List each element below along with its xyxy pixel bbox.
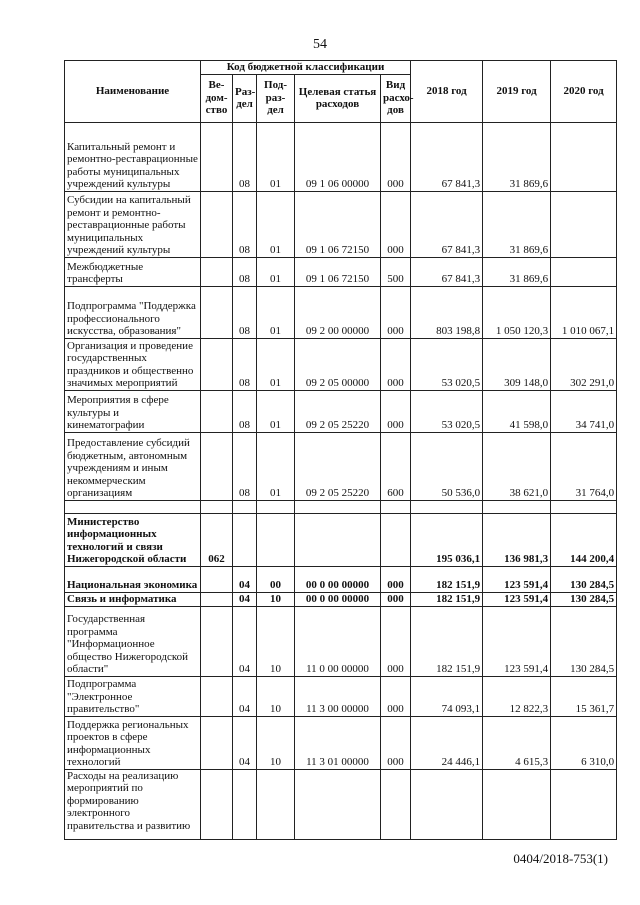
row-vedom bbox=[201, 191, 233, 257]
row-2019: 309 148,0 bbox=[483, 338, 551, 390]
row-vid bbox=[381, 769, 411, 839]
row-name: Мероприятия в сфере культуры и кинематографии bbox=[65, 390, 201, 432]
row-tselevaya: 00 0 00 00000 bbox=[295, 566, 381, 592]
row-podrazdel: 01 bbox=[257, 432, 295, 500]
row-2019: 1 050 120,3 bbox=[483, 286, 551, 338]
row-podrazdel: 01 bbox=[257, 122, 295, 191]
row-name: Расходы на реализацию мероприятий по формированию электронного правительства и развитию bbox=[65, 769, 201, 839]
header-kbk: Код бюджетной классификации bbox=[201, 61, 411, 75]
row-name: Капитальный ремонт и ремонтно-реставрационные работы муниципальных учреждений культуры bbox=[65, 122, 201, 191]
row-2019: 123 591,4 bbox=[483, 606, 551, 676]
footer-code: 0404/2018-753(1) bbox=[513, 851, 608, 866]
header-podrazdel: Под-раз-дел bbox=[257, 74, 295, 122]
row-razdel: 08 bbox=[233, 338, 257, 390]
row-tselevaya: 09 1 06 72150 bbox=[295, 191, 381, 257]
row-name: Национальная экономика bbox=[65, 566, 201, 592]
row-vid: 000 bbox=[381, 566, 411, 592]
row-tselevaya bbox=[295, 513, 381, 566]
row-tselevaya: 11 3 00 00000 bbox=[295, 676, 381, 716]
row-2019: 31 869,6 bbox=[483, 191, 551, 257]
row-razdel: 04 bbox=[233, 566, 257, 592]
table-row bbox=[65, 716, 617, 769]
row-vedom bbox=[201, 286, 233, 338]
row-razdel: 04 bbox=[233, 592, 257, 606]
row-vedom bbox=[201, 716, 233, 769]
row-podrazdel: 01 bbox=[257, 257, 295, 286]
row-vid bbox=[381, 513, 411, 566]
table-row bbox=[65, 769, 617, 839]
row-2019: 31 869,6 bbox=[483, 257, 551, 286]
row-tselevaya: 00 0 00 00000 bbox=[295, 592, 381, 606]
row-name: Организация и проведение государственных праздников и общественно значимых мероприятий bbox=[65, 338, 201, 390]
row-vid: 000 bbox=[381, 286, 411, 338]
row-2019: 4 615,3 bbox=[483, 716, 551, 769]
row-vedom bbox=[201, 592, 233, 606]
row-razdel: 08 bbox=[233, 191, 257, 257]
row-2020: 302 291,0 bbox=[551, 338, 617, 390]
header-razdel: Раз-дел bbox=[233, 74, 257, 122]
row-vedom bbox=[201, 769, 233, 839]
row-name: Государственная программа "Информационное общество Нижегородской области" bbox=[65, 606, 201, 676]
row-vid: 000 bbox=[381, 191, 411, 257]
row-razdel: 08 bbox=[233, 257, 257, 286]
row-podrazdel: 10 bbox=[257, 716, 295, 769]
table-row bbox=[65, 122, 617, 191]
row-vedom bbox=[201, 676, 233, 716]
row-podrazdel bbox=[257, 513, 295, 566]
row-vid: 000 bbox=[381, 592, 411, 606]
table-row bbox=[65, 606, 617, 676]
row-tselevaya: 09 2 05 25220 bbox=[295, 432, 381, 500]
row-razdel: 04 bbox=[233, 716, 257, 769]
row-2018: 50 536,0 bbox=[411, 432, 483, 500]
row-vedom bbox=[201, 432, 233, 500]
table-row bbox=[65, 592, 617, 606]
row-2018: 182 151,9 bbox=[411, 592, 483, 606]
row-vid: 000 bbox=[381, 716, 411, 769]
row-2020: 31 764,0 bbox=[551, 432, 617, 500]
row-2020: 130 284,5 bbox=[551, 606, 617, 676]
row-2018 bbox=[411, 769, 483, 839]
row-2018: 53 020,5 bbox=[411, 390, 483, 432]
row-2018: 74 093,1 bbox=[411, 676, 483, 716]
row-tselevaya: 11 0 00 00000 bbox=[295, 606, 381, 676]
row-razdel bbox=[233, 513, 257, 566]
row-podrazdel: 01 bbox=[257, 191, 295, 257]
row-podrazdel: 10 bbox=[257, 606, 295, 676]
row-2020: 34 741,0 bbox=[551, 390, 617, 432]
table-row bbox=[65, 338, 617, 390]
header-vedom: Ве-дом-ство bbox=[201, 74, 233, 122]
row-2018: 53 020,5 bbox=[411, 338, 483, 390]
page-number: 54 bbox=[313, 37, 327, 52]
row-name: Подпрограмма "Поддержка профессионального искусства, образования" bbox=[65, 286, 201, 338]
row-vedom bbox=[201, 390, 233, 432]
row-2020: 144 200,4 bbox=[551, 513, 617, 566]
row-podrazdel bbox=[257, 769, 295, 839]
header-2019: 2019 год bbox=[483, 61, 551, 123]
row-razdel: 08 bbox=[233, 286, 257, 338]
header-2018: 2018 год bbox=[411, 61, 483, 123]
header-vid: Вид расхо-дов bbox=[381, 74, 411, 122]
row-vedom bbox=[201, 338, 233, 390]
table-row bbox=[65, 566, 617, 592]
row-razdel: 08 bbox=[233, 432, 257, 500]
row-podrazdel: 01 bbox=[257, 338, 295, 390]
row-razdel: 08 bbox=[233, 122, 257, 191]
row-2020: 15 361,7 bbox=[551, 676, 617, 716]
row-2018: 67 841,3 bbox=[411, 191, 483, 257]
row-2019: 136 981,3 bbox=[483, 513, 551, 566]
row-name: Межбюджетные трансферты bbox=[65, 257, 201, 286]
row-vid: 600 bbox=[381, 432, 411, 500]
row-2019: 41 598,0 bbox=[483, 390, 551, 432]
row-2019: 31 869,6 bbox=[483, 122, 551, 191]
row-2019 bbox=[483, 769, 551, 839]
row-podrazdel: 10 bbox=[257, 592, 295, 606]
table-row-spacer bbox=[65, 500, 617, 513]
row-2020 bbox=[551, 122, 617, 191]
row-tselevaya: 09 2 00 00000 bbox=[295, 286, 381, 338]
table-row bbox=[65, 676, 617, 716]
row-name: Связь и информатика bbox=[65, 592, 201, 606]
row-2018: 182 151,9 bbox=[411, 566, 483, 592]
row-2018: 24 446,1 bbox=[411, 716, 483, 769]
table-row bbox=[65, 390, 617, 432]
row-2019: 12 822,3 bbox=[483, 676, 551, 716]
row-vedom bbox=[201, 122, 233, 191]
table-row bbox=[65, 432, 617, 500]
row-2018: 67 841,3 bbox=[411, 122, 483, 191]
row-podrazdel: 01 bbox=[257, 390, 295, 432]
table-row bbox=[65, 513, 617, 566]
row-2019: 123 591,4 bbox=[483, 566, 551, 592]
row-vid: 000 bbox=[381, 676, 411, 716]
row-2020: 6 310,0 bbox=[551, 716, 617, 769]
row-tselevaya bbox=[295, 769, 381, 839]
row-2020: 1 010 067,1 bbox=[551, 286, 617, 338]
row-2020: 130 284,5 bbox=[551, 592, 617, 606]
row-2020: 130 284,5 bbox=[551, 566, 617, 592]
table-row bbox=[65, 286, 617, 338]
row-razdel bbox=[233, 769, 257, 839]
row-2020 bbox=[551, 257, 617, 286]
row-name: Субсидии на капитальный ремонт и ремонтно-реставрационные работы муниципальных учреждений культуры bbox=[65, 191, 201, 257]
row-name: Поддержка региональных проектов в сфере информационных технологий bbox=[65, 716, 201, 769]
row-vedom bbox=[201, 257, 233, 286]
row-vid: 000 bbox=[381, 606, 411, 676]
row-vid: 000 bbox=[381, 338, 411, 390]
row-vid: 500 bbox=[381, 257, 411, 286]
header-tselevaya: Целевая статья расходов bbox=[295, 74, 381, 122]
row-vedom bbox=[201, 606, 233, 676]
row-podrazdel: 00 bbox=[257, 566, 295, 592]
table-row bbox=[65, 191, 617, 257]
header-2020: 2020 год bbox=[551, 61, 617, 123]
row-vedom bbox=[201, 566, 233, 592]
row-name: Министерство информационных технологий и связи Нижегородской области bbox=[65, 513, 201, 566]
budget-table bbox=[64, 60, 617, 840]
table-row bbox=[65, 257, 617, 286]
row-tselevaya: 09 1 06 00000 bbox=[295, 122, 381, 191]
row-2020 bbox=[551, 769, 617, 839]
row-vid: 000 bbox=[381, 390, 411, 432]
row-name: Предоставление субсидий бюджетным, автономным учреждениям и иным некоммерческим организациям bbox=[65, 432, 201, 500]
row-razdel: 08 bbox=[233, 390, 257, 432]
row-razdel: 04 bbox=[233, 606, 257, 676]
row-vedom: 062 bbox=[201, 513, 233, 566]
header-name: Наименование bbox=[65, 61, 201, 123]
row-2018: 67 841,3 bbox=[411, 257, 483, 286]
row-2020 bbox=[551, 191, 617, 257]
row-tselevaya: 11 3 01 00000 bbox=[295, 716, 381, 769]
row-tselevaya: 09 1 06 72150 bbox=[295, 257, 381, 286]
row-vid: 000 bbox=[381, 122, 411, 191]
row-podrazdel: 10 bbox=[257, 676, 295, 716]
row-2018: 803 198,8 bbox=[411, 286, 483, 338]
row-tselevaya: 09 2 05 00000 bbox=[295, 338, 381, 390]
row-2018: 195 036,1 bbox=[411, 513, 483, 566]
row-podrazdel: 01 bbox=[257, 286, 295, 338]
row-tselevaya: 09 2 05 25220 bbox=[295, 390, 381, 432]
row-2019: 123 591,4 bbox=[483, 592, 551, 606]
row-2018: 182 151,9 bbox=[411, 606, 483, 676]
row-2019: 38 621,0 bbox=[483, 432, 551, 500]
row-name: Подпрограмма "Электронное правительство" bbox=[65, 676, 201, 716]
row-razdel: 04 bbox=[233, 676, 257, 716]
